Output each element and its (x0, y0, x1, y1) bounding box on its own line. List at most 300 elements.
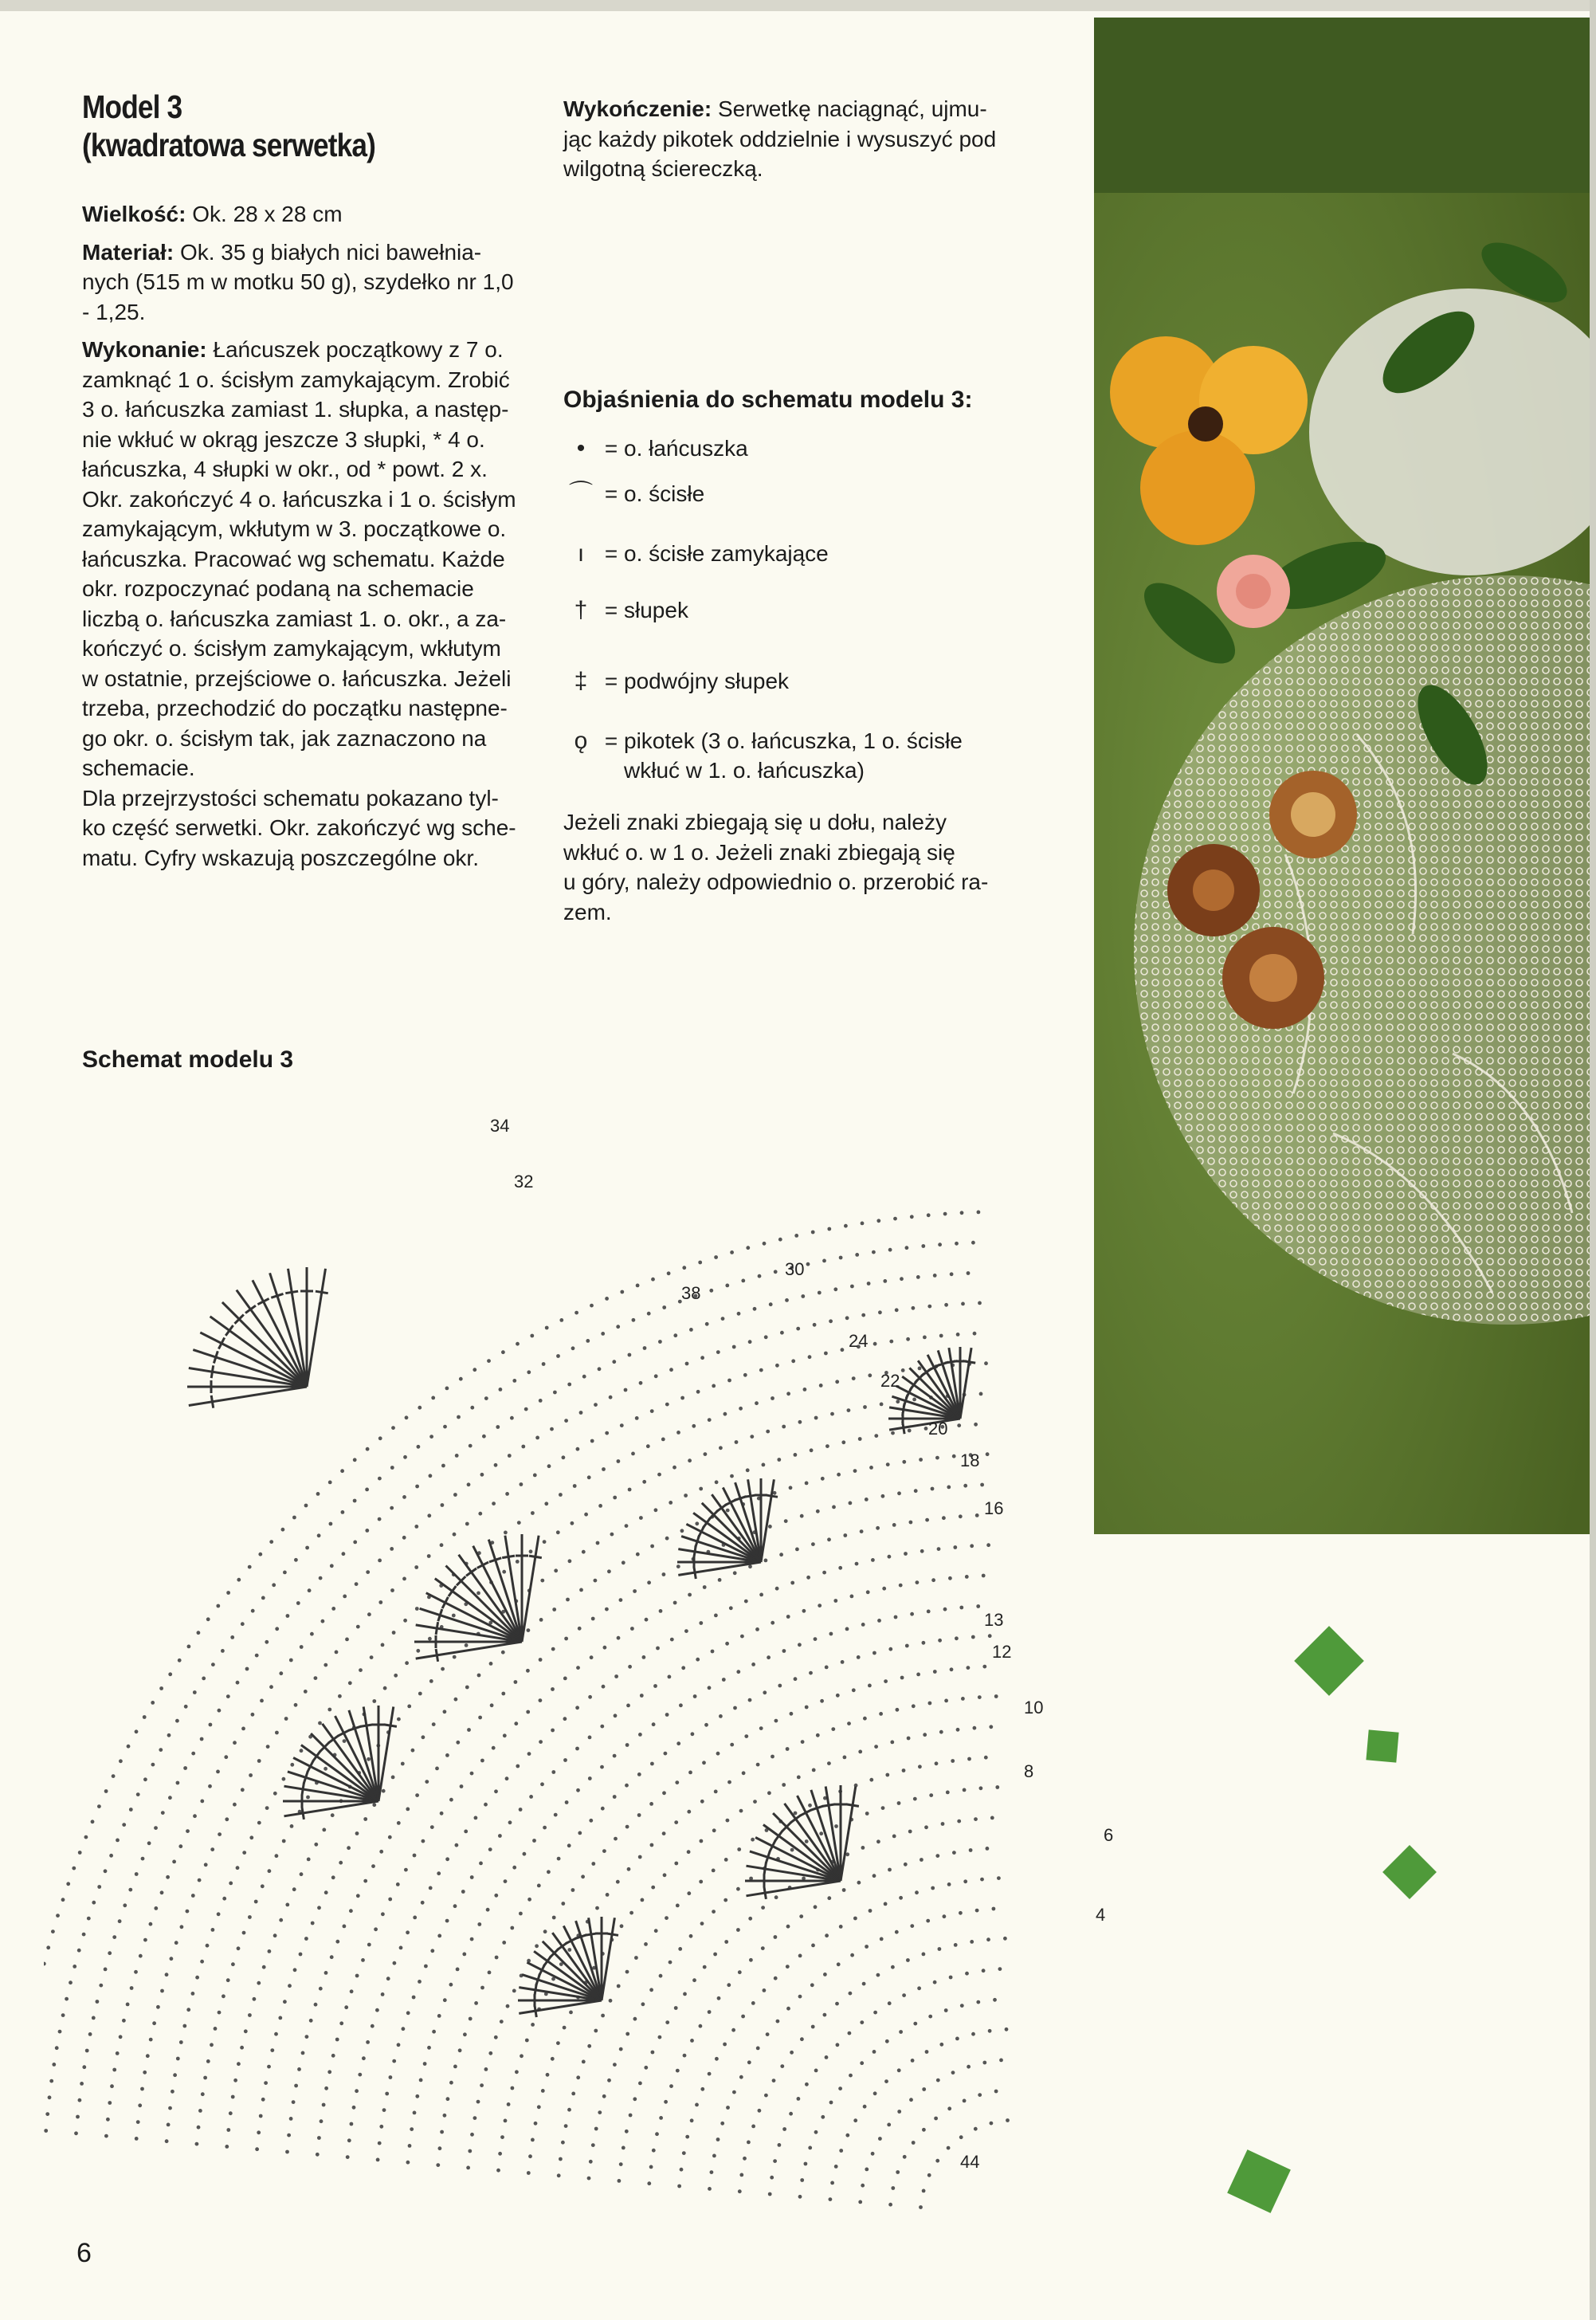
chain-dot (412, 1996, 416, 2000)
chain-dot (553, 1391, 557, 1395)
chain-dot (873, 1342, 877, 1346)
chain-dot (700, 1839, 704, 1843)
chain-dot (814, 1416, 818, 1420)
chain-dot (644, 1942, 648, 1946)
chain-dot (496, 1425, 500, 1429)
chain-dot (869, 1466, 873, 1470)
stitch-crossbar (302, 1783, 304, 1796)
round-number: 22 (880, 1371, 900, 1391)
chain-dot (273, 1792, 277, 1796)
chain-dot (378, 1477, 382, 1481)
chain-dot (327, 2070, 331, 2074)
chain-dot (44, 2129, 48, 2133)
chain-dot (873, 1874, 876, 1878)
chain-dot (659, 2116, 663, 2120)
chain-dot (474, 2001, 478, 2005)
chain-dot (890, 1741, 894, 1745)
chain-dot (786, 1392, 790, 1396)
stitch-mark (602, 1918, 614, 2000)
chain-dot (370, 1655, 374, 1659)
chain-dot (151, 1763, 155, 1767)
chain-dot (735, 1440, 739, 1444)
chain-dot (72, 1867, 76, 1871)
chain-dot (224, 1755, 228, 1759)
chain-dot (226, 1978, 230, 1982)
chain-dot (257, 2130, 261, 2134)
chain-dot (676, 1904, 680, 1908)
chain-dot (527, 1628, 531, 1632)
chain-dot (594, 1579, 598, 1583)
chain-dot (970, 1940, 974, 1944)
chain-dot (933, 1670, 937, 1674)
chain-dot (416, 1649, 420, 1653)
chain-dot (790, 1581, 794, 1585)
chain-dot (700, 2087, 704, 2091)
chain-dot (747, 2060, 751, 2064)
chain-dot (661, 1438, 665, 1442)
chain-dot (853, 1917, 857, 1921)
chain-dot (860, 2061, 864, 2065)
chain-dot (445, 1387, 449, 1391)
chain-dot (535, 1944, 539, 1948)
chain-dot (698, 1261, 702, 1265)
chain-dot (216, 1770, 220, 1774)
chain-dot (814, 2130, 818, 2134)
legend-row: ⌒ = o. ścisłe (563, 479, 1018, 508)
chain-dot (561, 1902, 565, 1906)
chain-dot (221, 1649, 225, 1653)
chain-dot (925, 2050, 929, 2054)
chain-dot (248, 2013, 252, 2017)
chain-dot (613, 1754, 617, 1758)
chain-dot (628, 1665, 632, 1669)
stitch-mark (712, 1494, 761, 1562)
chain-dot (999, 2059, 1003, 2063)
chain-dot (58, 2030, 62, 2034)
chain-dot (764, 1335, 768, 1339)
chain-dot (799, 1914, 803, 1918)
chain-dot (739, 1407, 743, 1411)
chain-dot (718, 1578, 722, 1582)
chain-dot (182, 2024, 186, 2028)
chain-dot (829, 1632, 833, 1636)
chain-dot (200, 1737, 204, 1741)
chain-dot (926, 1919, 930, 1923)
stitch-crossbar (360, 1725, 373, 1727)
chain-dot (957, 1819, 961, 1823)
chain-dot (868, 1684, 872, 1688)
chain-dot (888, 2203, 892, 2207)
stitch-crossbar (764, 1886, 767, 1899)
chain-dot (488, 2051, 492, 2055)
chain-dot (888, 1248, 892, 1252)
chain-dot (311, 1922, 315, 1925)
chain-dot (143, 2071, 147, 2075)
chain-dot (314, 2003, 318, 2007)
chain-dot (186, 1829, 190, 1833)
chain-dot (104, 1869, 108, 1873)
chain-dot (988, 1634, 992, 1638)
chain-dot (176, 2057, 180, 2061)
chain-dot (203, 2076, 207, 2080)
chain-dot (191, 1992, 195, 1996)
chain-dot (353, 1499, 357, 1503)
chain-dot (88, 2032, 92, 2036)
chain-dot (391, 1426, 395, 1430)
chain-dot (134, 1970, 138, 1974)
legend-row: • = o. łańcuszka (563, 434, 1018, 463)
stitch-mark (534, 1951, 602, 2000)
chain-dot (644, 2066, 648, 2070)
chain-dot (927, 2173, 931, 2177)
chain-dot (449, 1798, 453, 1802)
chain-dot (801, 1294, 805, 1298)
chain-dot (798, 1995, 802, 1999)
chain-dot (1006, 2118, 1010, 2122)
chain-dot (474, 1816, 478, 1820)
chain-dot (708, 2072, 712, 2076)
chain-dot (953, 1545, 957, 1549)
chain-dot (539, 1399, 543, 1403)
stitch-mark (189, 1387, 307, 1406)
chain-dot (476, 1592, 480, 1596)
chain-dot (231, 1962, 235, 1966)
chain-dot (912, 2141, 916, 2145)
chain-dot (554, 1568, 558, 1572)
chain-dot (461, 1890, 465, 1894)
stitch-crossbar (225, 1325, 233, 1336)
chain-dot (519, 1912, 523, 1916)
chain-dot (526, 1710, 530, 1714)
chain-dot (955, 1242, 959, 1246)
chain-dot (642, 1655, 646, 1659)
chain-dot (563, 1717, 567, 1721)
chain-dot (233, 2079, 237, 2083)
chain-dot (912, 1704, 916, 1708)
chain-dot (273, 1933, 277, 1937)
chain-dot (873, 1651, 876, 1655)
chain-dot (200, 1800, 204, 1804)
instructions-column (82, 88, 528, 873)
stitch-crossbar (764, 1863, 767, 1875)
chain-dot (443, 2114, 447, 2118)
chain-dot (463, 2032, 467, 2036)
chain-dot (837, 1473, 841, 1477)
chain-dot (931, 1578, 935, 1582)
stitch-crossbar (449, 1586, 456, 1596)
chain-dot (755, 1627, 759, 1631)
chain-dot (478, 1512, 482, 1516)
chain-dot (436, 2163, 440, 2167)
chain-dot (402, 1577, 406, 1581)
chain-dot (465, 1686, 469, 1690)
chain-dot (596, 1541, 600, 1545)
chain-dot (195, 1976, 199, 1980)
chain-dot (650, 1409, 654, 1413)
chain-dot (876, 1973, 880, 1977)
chain-dot (432, 2030, 436, 2034)
chain-dot (557, 2173, 561, 2177)
chain-dot (531, 2023, 535, 2027)
chain-dot (956, 1728, 960, 1732)
chain-dot (598, 1504, 602, 1508)
chain-dot (210, 1847, 214, 1851)
chain-dot (891, 1431, 895, 1435)
chain-dot (951, 1759, 955, 1763)
chain-dot (675, 1780, 679, 1784)
chain-dot (324, 1663, 327, 1667)
chain-dot (347, 2138, 351, 2142)
chain-dot (743, 1373, 747, 1377)
chain-dot (620, 1924, 624, 1928)
chain-dot (696, 1390, 700, 1394)
round-number: 20 (928, 1419, 948, 1439)
chain-dot (789, 1486, 793, 1490)
chain-dot (970, 1544, 974, 1548)
chain-dot (531, 2138, 535, 2142)
chain-dot (122, 1823, 126, 1827)
chain-dot (253, 1997, 257, 2001)
chain-dot (843, 1533, 847, 1537)
chain-dot (626, 1704, 630, 1708)
chain-dot (602, 2094, 606, 2098)
chain-dot (778, 1684, 782, 1688)
chain-dot (539, 1740, 543, 1744)
chain-dot (673, 1466, 676, 1470)
chain-dot (680, 1529, 684, 1533)
chain-dot (504, 1879, 508, 1883)
chain-dot (654, 1508, 658, 1512)
chain-dot (527, 2171, 531, 2175)
chain-dot (147, 1841, 151, 1845)
chain-dot (771, 1396, 774, 1400)
execution-paragraph: Wykonanie: Łańcuszek początkowy z 7 o. zamknąć 1 o. ścisłym zamykającym. Zrobić 3 o. łańcuszka zamiast 1. słupka, a następ- nie wkłuć w okrąg jeszcze 3 słupki, * 4 o. łańcuszka, 4 słupki w okr., od * powt. 2 x. Okr. zakończyć 4 o. łańcuszka i 1 o. ścisłym zamykającym, wkłutym w 3. początkowe o. łańcuszka. Pracować wg schematu. Każde okr. rozpoczynać podaną na schemacie liczbą o. łańcuszka zamiast 1. o. okr., a za- kończyć o. ścisłym zamykającym, wkłutym w ostatnie, przejściowe o. łańcuszka. Jeżeli trzeba, przechodzić do początku następne- go okr. o. ścisłym tak, jak zaznaczono na schemacie. Dla przejrzystości schematu pokazano tyl- ko część serwetki. Okr. zakończyć wg sche- matu. Cyfry wskazują poszczególne okr. (82, 337, 516, 870)
chain-dot (607, 2079, 611, 2083)
chain-dot (733, 1571, 737, 1575)
chain-dot (850, 1285, 854, 1289)
chain-dot (304, 1504, 308, 1508)
chain-dot (587, 1475, 591, 1479)
chain-dot (625, 1784, 629, 1788)
chain-dot (214, 2027, 218, 2031)
chain-dot (687, 1891, 691, 1895)
chain-dot (230, 1635, 234, 1639)
chain-dot (490, 1703, 494, 1707)
decorative-square (1227, 2149, 1291, 2213)
chain-dot (617, 1636, 621, 1640)
chain-dot (725, 1284, 729, 1288)
chain-dot (873, 2091, 877, 2095)
chain-dot (833, 1599, 837, 1603)
chain-dot (977, 1211, 981, 1215)
stitch-mark (763, 1825, 841, 1882)
stitch-mark (747, 1881, 841, 1896)
chain-dot (780, 2064, 784, 2068)
chain-dot (552, 1608, 556, 1611)
chain-dot (674, 1820, 678, 1824)
legend (563, 434, 1018, 785)
chain-dot (590, 1439, 594, 1443)
chain-dot (965, 1575, 969, 1579)
chain-dot (759, 1726, 763, 1730)
chain-dot (283, 2000, 287, 2004)
slip-stitch-icon: ı (577, 540, 585, 567)
chain-dot (920, 1858, 923, 1862)
chain-dot (751, 1838, 755, 1842)
chain-dot (664, 1752, 668, 1756)
chain-dot (292, 1516, 296, 1520)
chain-dot (825, 2055, 829, 2059)
chain-dot (66, 1882, 70, 1886)
chain-dot (963, 2099, 967, 2103)
chain-dot (628, 1488, 632, 1492)
chain-dot (469, 2017, 473, 2021)
chain-dot (367, 1612, 371, 1616)
chain-dot (249, 1835, 253, 1839)
chain-dot (209, 1723, 213, 1727)
chain-dot (586, 1339, 590, 1343)
chain-dot (845, 1627, 849, 1631)
chain-dot (909, 2098, 913, 2102)
chain-dot (335, 1651, 339, 1655)
chain-dot (775, 1587, 779, 1591)
chain-dot (830, 1412, 834, 1416)
chain-dot (516, 1560, 520, 1564)
chain-dot (56, 1914, 60, 1918)
chain-dot (540, 1782, 544, 1786)
chain-dot (888, 1647, 892, 1651)
chain-dot (231, 2095, 235, 2099)
chain-dot (191, 1894, 195, 1898)
chain-dot (814, 1905, 818, 1909)
chain-dot (494, 1789, 498, 1793)
chain-dot (501, 1651, 505, 1655)
chain-dot (778, 2143, 782, 2147)
chain-dot (810, 1983, 814, 1987)
stitch-mark (519, 2000, 602, 2013)
chain-dot (160, 1890, 164, 1894)
chain-dot (527, 1898, 531, 1902)
chain-dot (588, 1776, 592, 1780)
chain-dot (171, 2090, 175, 2094)
chain-dot (744, 1600, 748, 1604)
chain-dot (834, 2165, 838, 2169)
chain-dot (744, 1734, 748, 1738)
chain-dot (990, 1816, 994, 1820)
chain-dot (625, 1970, 629, 1974)
decorative-square (1294, 1626, 1364, 1696)
chain-dot (884, 1679, 888, 1683)
chain-dot (241, 1727, 245, 1731)
chain-dot (904, 1863, 908, 1867)
chain-dot (906, 1958, 910, 1962)
chain-dot (978, 2093, 982, 2097)
chain-dot (895, 1308, 899, 1312)
chain-dot (855, 1253, 859, 1257)
chain-dot (766, 2032, 770, 2036)
chain-dot (581, 1874, 585, 1878)
chain-dot (704, 1723, 708, 1727)
legend-row: † = słupek (563, 595, 1018, 625)
chain-dot (285, 2150, 289, 2154)
chain-dot (726, 1509, 730, 1513)
chain-dot (658, 2035, 662, 2039)
chain-dot (324, 1767, 327, 1771)
chain-dot (833, 1287, 837, 1291)
chain-dot (609, 1396, 613, 1399)
chain-dot (186, 1910, 190, 1914)
chain-dot (292, 1887, 296, 1891)
chain-dot (236, 1866, 240, 1870)
round-number: 12 (992, 1642, 1012, 1662)
chain-dot (980, 1483, 984, 1487)
chain-dot (763, 1242, 767, 1246)
chain-dot (676, 1431, 680, 1435)
chain-dot (724, 1940, 728, 1944)
chain-dot (969, 1848, 973, 1852)
page-number: 6 (76, 2238, 92, 2268)
chain-dot (138, 2103, 142, 2107)
chain-dot (193, 1690, 197, 1694)
chain-dot (363, 1817, 367, 1821)
chain-dot (382, 1789, 386, 1793)
chain-dot (896, 2170, 900, 2174)
chain-dot (458, 2048, 462, 2052)
round-number: 4 (1096, 1905, 1106, 1925)
chain-dot (773, 2159, 777, 2163)
chain-dot (908, 1830, 912, 1834)
chain-dot (331, 2054, 335, 2058)
chain-dot (69, 1980, 73, 1984)
chain-dot (847, 1408, 851, 1412)
chain-dot (108, 1951, 112, 1955)
round-number: 8 (1024, 1761, 1034, 1781)
chain-dot (651, 1278, 655, 1282)
chain-dot (894, 1615, 898, 1619)
chain-dot (634, 1956, 638, 1960)
chain-dot (445, 1753, 449, 1757)
stitch-crossbar (502, 1556, 515, 1558)
chain-dot (591, 2143, 595, 2147)
chain-dot (87, 1917, 91, 1921)
chain-dot (254, 1900, 258, 1904)
chain-dot (741, 1279, 745, 1283)
chain-dot (510, 1416, 514, 1420)
chain-dot (668, 1675, 672, 1679)
chain-dot (753, 1307, 757, 1311)
chain-dot (270, 2048, 274, 2052)
chain-dot (551, 1687, 555, 1691)
chain-dot (633, 2097, 637, 2101)
chain-dot (418, 1406, 422, 1410)
chain-dot (151, 1701, 155, 1705)
chain-dot (440, 1543, 444, 1547)
chain-dot (748, 1340, 752, 1344)
chain-dot (756, 2047, 760, 2051)
chain-dot (751, 2125, 755, 2129)
chain-dot (328, 1481, 332, 1485)
chain-dot (374, 1927, 378, 1931)
chain-dot (201, 2092, 205, 2096)
legend-row: ı = o. ścisłe zamykające (563, 539, 1018, 568)
chain-dot (547, 1464, 551, 1468)
chain-dot (882, 1587, 886, 1591)
stitch-mark (678, 1562, 761, 1575)
chain-dot (651, 1886, 655, 1890)
chain-dot (112, 1935, 116, 1939)
chain-dot (805, 2083, 809, 2086)
chain-dot (477, 1674, 481, 1678)
